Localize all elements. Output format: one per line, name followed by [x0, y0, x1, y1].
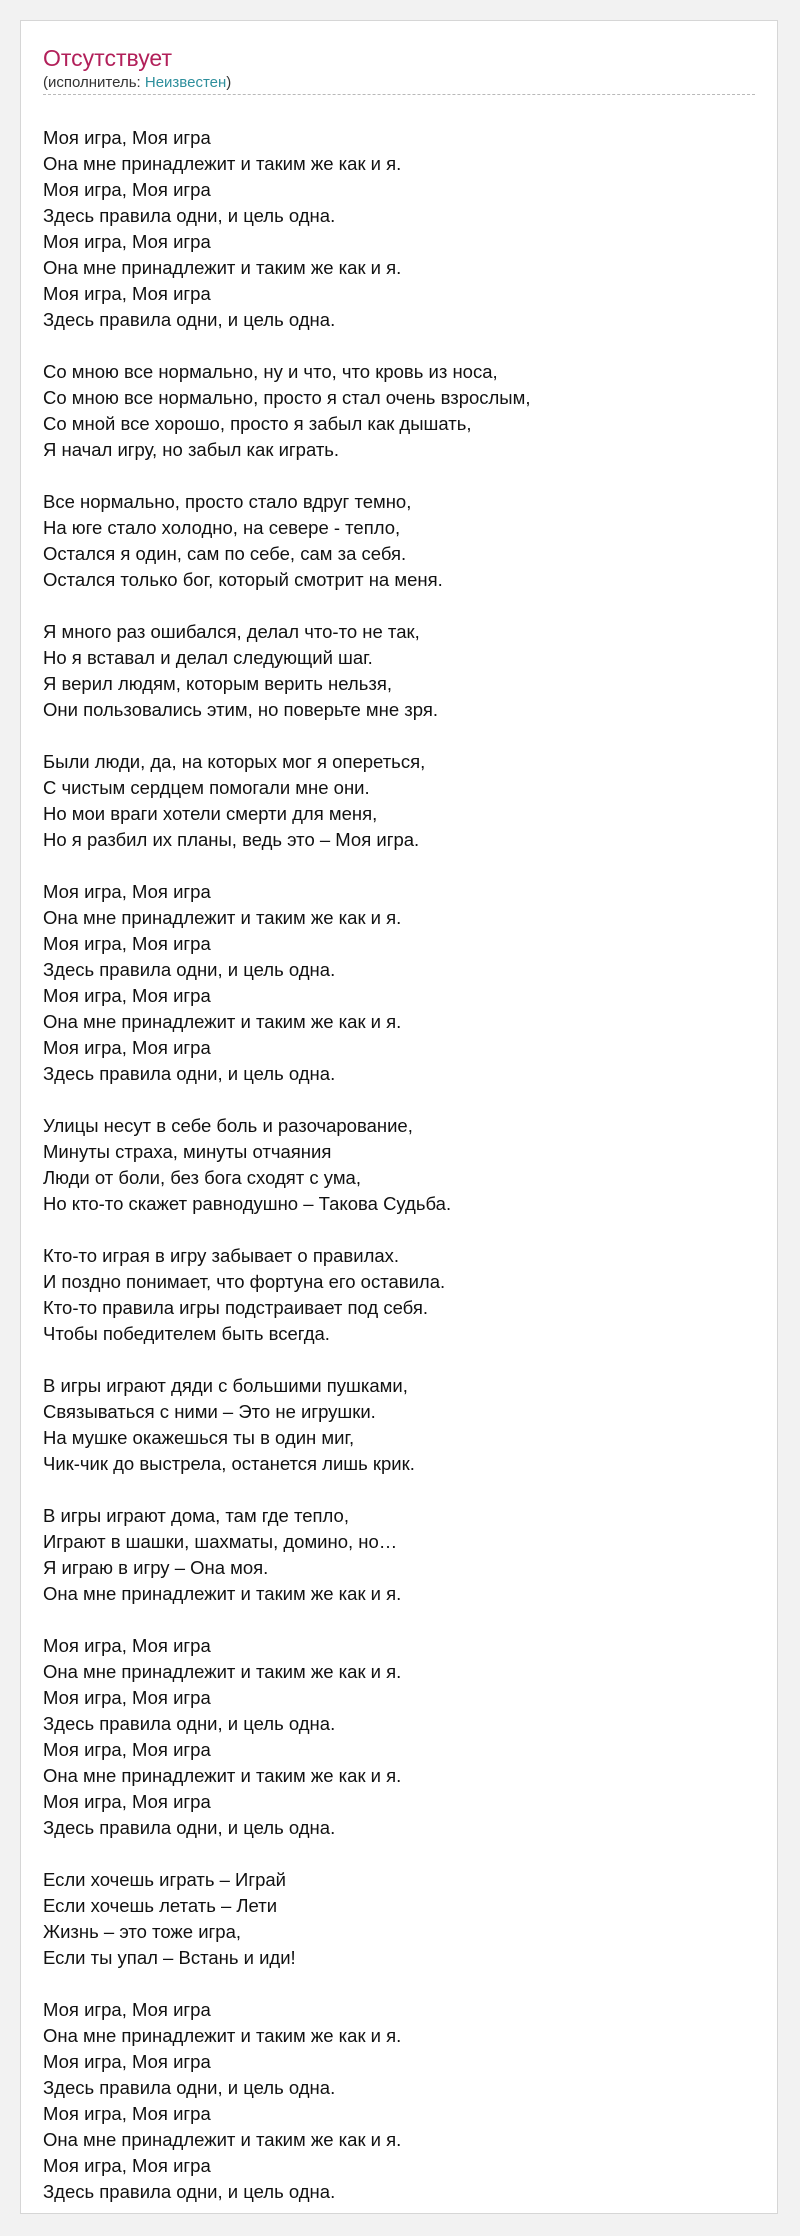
- lyrics-stanza: [43, 1633, 755, 1841]
- lyric-line: С чистым сердцем помогали мне они.: [43, 777, 370, 798]
- lyrics-body: [43, 125, 755, 2231]
- lyric-line: Люди от боли, без бога сходят с ума,: [43, 1167, 361, 1188]
- lyric-line: Здесь правила одни, и цель одна.: [43, 309, 336, 330]
- lyric-line: Но кто-то скажет равнодушно – Такова Судьба.: [43, 1193, 452, 1214]
- lyric-line: Здесь правила одни, и цель одна.: [43, 205, 336, 226]
- lyric-line: Она мне принадлежит и таким же как и я.: [43, 1011, 402, 1032]
- lyrics-stanza: [43, 1503, 755, 1607]
- lyric-line: Они пользовались этим, но поверьте мне зря.: [43, 699, 439, 720]
- lyrics-stanza: [43, 489, 755, 593]
- lyrics-stanza: [43, 1373, 755, 1477]
- lyric-line: Связываться с ними – Это не игрушки.: [43, 1401, 376, 1422]
- lyric-line: Она мне принадлежит и таким же как и я.: [43, 907, 402, 928]
- lyric-line: Но я разбил их планы, ведь это – Моя игра.: [43, 829, 420, 850]
- artist-link[interactable]: Неизвестен: [144, 74, 227, 91]
- lyric-line: Здесь правила одни, и цель одна.: [43, 2077, 336, 2098]
- lyric-line: Моя игра, Моя игра: [43, 1635, 211, 1656]
- lyrics-stanza: [43, 1867, 755, 1971]
- lyric-line: Если хочешь играть – Играй: [43, 1869, 287, 1890]
- lyric-line: Моя игра, Моя игра: [43, 1791, 211, 1812]
- lyric-line: Если хочешь летать – Лети: [43, 1895, 278, 1916]
- lyric-line: Но мои враги хотели смерти для меня,: [43, 803, 378, 824]
- artist-line: [43, 73, 755, 93]
- lyric-line: Она мне принадлежит и таким же как и я.: [43, 2129, 402, 2150]
- lyric-line: В игры играют дома, там где тепло,: [43, 1505, 349, 1526]
- lyrics-stanza: [43, 1243, 755, 1347]
- lyric-line: Все нормально, просто стало вдруг темно,: [43, 491, 412, 512]
- song-title: Отсутствует: [43, 45, 172, 71]
- lyric-line: Моя игра, Моя игра: [43, 881, 211, 902]
- lyrics-stanza: [43, 359, 755, 463]
- lyric-line: Моя игра, Моя игра: [43, 1739, 211, 1760]
- lyric-line: Кто-то правила игры подстраивает под себя.: [43, 1297, 429, 1318]
- lyric-line: Моя игра, Моя игра: [43, 2103, 211, 2124]
- lyric-line: Моя игра, Моя игра: [43, 1037, 211, 1058]
- lyric-line: Я верил людям, которым верить нельзя,: [43, 673, 392, 694]
- lyric-line: Со мной все хорошо, просто я забыл как дышать,: [43, 413, 472, 434]
- lyric-line: Чтобы победителем быть всегда.: [43, 1323, 330, 1344]
- lyrics-card: [20, 20, 778, 2214]
- artist-prefix: (исполнитель:: [43, 74, 145, 91]
- lyric-line: Моя игра, Моя игра: [43, 2051, 211, 2072]
- lyric-line: Кто-то играя в игру забывает о правилах.: [43, 1245, 400, 1266]
- lyric-line: Со мною все нормально, просто я стал очень взрослым,: [43, 387, 531, 408]
- lyric-line: На мушке окажешься ты в один миг,: [43, 1427, 355, 1448]
- lyrics-stanza: [43, 749, 755, 853]
- lyric-line: Моя игра, Моя игра: [43, 1999, 211, 2020]
- lyric-line: Я играю в игру – Она моя.: [43, 1557, 269, 1578]
- lyric-line: Моя игра, Моя игра: [43, 283, 211, 304]
- lyric-line: Я начал игру, но забыл как играть.: [43, 439, 340, 460]
- song-header: [43, 43, 755, 95]
- lyrics-stanza: [43, 1113, 755, 1217]
- lyrics-stanza: [43, 879, 755, 1087]
- lyric-line: Она мне принадлежит и таким же как и я.: [43, 153, 402, 174]
- lyric-line: Моя игра, Моя игра: [43, 127, 211, 148]
- lyric-line: Она мне принадлежит и таким же как и я.: [43, 1583, 402, 1604]
- lyrics-stanza: [43, 1997, 755, 2205]
- lyric-line: Моя игра, Моя игра: [43, 933, 211, 954]
- lyric-line: Здесь правила одни, и цель одна.: [43, 1817, 336, 1838]
- artist-suffix: ): [226, 74, 232, 91]
- lyric-line: Остался я один, сам по себе, сам за себя.: [43, 543, 407, 564]
- lyric-line: Моя игра, Моя игра: [43, 985, 211, 1006]
- lyric-line: На юге стало холодно, на севере - тепло,: [43, 517, 401, 538]
- lyric-line: Чик-чик до выстрела, останется лишь крик.: [43, 1453, 415, 1474]
- lyric-line: Она мне принадлежит и таким же как и я.: [43, 1661, 402, 1682]
- lyric-line: Играют в шашки, шахматы, домино, но…: [43, 1531, 398, 1552]
- lyric-line: И поздно понимает, что фортуна его оставила.: [43, 1271, 446, 1292]
- lyric-line: Были люди, да, на которых мог я опереться,: [43, 751, 426, 772]
- lyrics-stanza: [43, 125, 755, 333]
- lyric-line: Если ты упал – Встань и иди!: [43, 1947, 296, 1968]
- lyric-line: Она мне принадлежит и таким же как и я.: [43, 257, 402, 278]
- lyric-line: Но я вставал и делал следующий шаг.: [43, 647, 373, 668]
- lyric-line: Здесь правила одни, и цель одна.: [43, 1713, 336, 1734]
- lyric-line: В игры играют дяди с большими пушками,: [43, 1375, 408, 1396]
- lyric-line: Жизнь – это тоже игра,: [43, 1921, 241, 1942]
- lyric-line: Улицы несут в себе боль и разочарование,: [43, 1115, 413, 1136]
- lyric-line: Здесь правила одни, и цель одна.: [43, 1063, 336, 1084]
- lyric-line: Со мною все нормально, ну и что, что кровь из носа,: [43, 361, 498, 382]
- lyric-line: Она мне принадлежит и таким же как и я.: [43, 2025, 402, 2046]
- lyric-line: Остался только бог, который смотрит на меня.: [43, 569, 443, 590]
- lyric-line: Моя игра, Моя игра: [43, 179, 211, 200]
- lyric-line: Она мне принадлежит и таким же как и я.: [43, 1765, 402, 1786]
- lyric-line: Моя игра, Моя игра: [43, 2155, 211, 2176]
- lyric-line: Моя игра, Моя игра: [43, 231, 211, 252]
- lyric-line: Здесь правила одни, и цель одна.: [43, 2181, 336, 2202]
- lyric-line: Минуты страха, минуты отчаяния: [43, 1141, 332, 1162]
- lyric-line: Я много раз ошибался, делал что-то не так,: [43, 621, 420, 642]
- lyric-line: Здесь правила одни, и цель одна.: [43, 959, 336, 980]
- lyrics-stanza: [43, 619, 755, 723]
- lyric-line: Моя игра, Моя игра: [43, 1687, 211, 1708]
